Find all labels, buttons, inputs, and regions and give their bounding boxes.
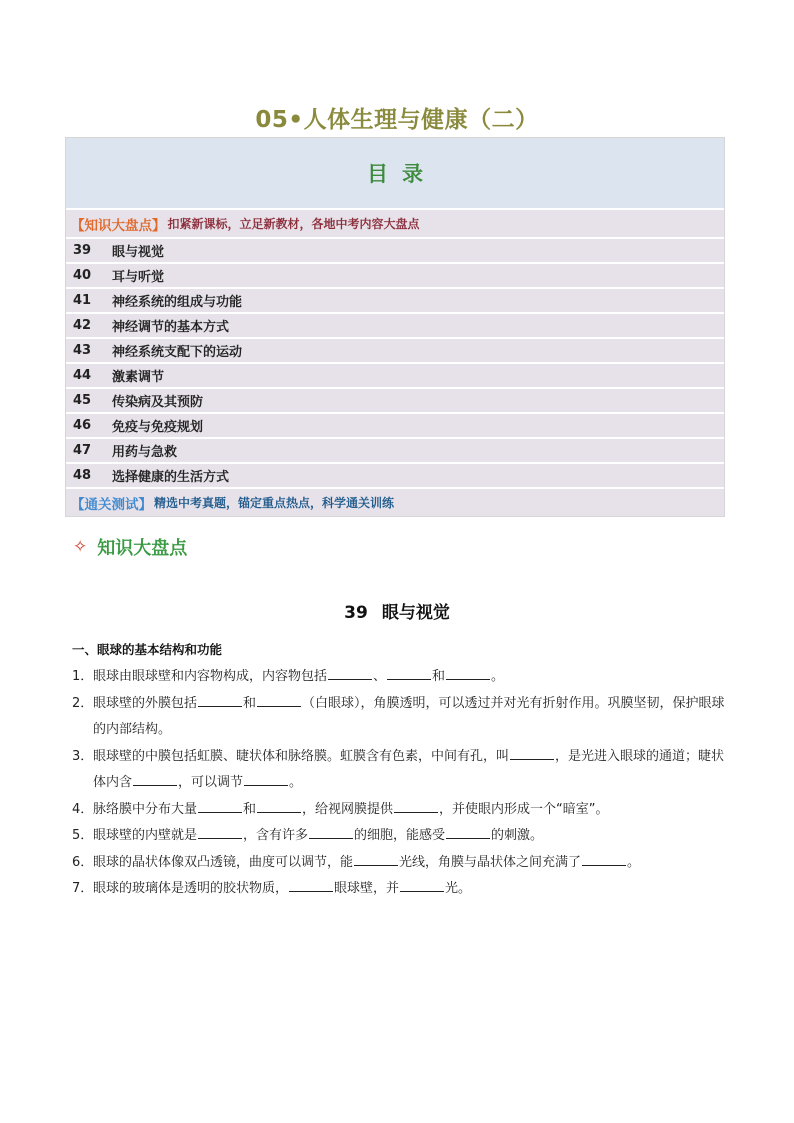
question-item bbox=[72, 876, 737, 903]
toc-item[interactable] bbox=[66, 237, 724, 262]
toc-header: 目录 bbox=[66, 138, 724, 208]
question-text bbox=[93, 823, 737, 850]
toc-item-number: 41 bbox=[73, 293, 92, 308]
toc-item-number: 48 bbox=[73, 468, 92, 483]
question-text-part: 眼球壁，并 bbox=[334, 881, 400, 896]
answer-blank[interactable] bbox=[394, 798, 438, 813]
toc-item-number: 40 bbox=[73, 268, 92, 283]
table-of-contents bbox=[65, 137, 725, 517]
question-number: 5． bbox=[72, 828, 94, 843]
answer-blank[interactable] bbox=[289, 877, 333, 892]
question-text-part: ，给视网膜提供 bbox=[302, 801, 394, 817]
question-list bbox=[72, 664, 737, 903]
document-title: 05•人体生理与健康（二） bbox=[255, 107, 539, 133]
question-number: 3． bbox=[72, 748, 94, 764]
question-text-part: 眼球由眼球壁和内容物构成，内容物包括 bbox=[93, 669, 328, 684]
toc-section-exam[interactable] bbox=[66, 487, 724, 516]
answer-blank[interactable] bbox=[582, 851, 626, 866]
toc-item-label: 传染病及其预防 bbox=[112, 395, 204, 410]
toc-item-number: 43 bbox=[73, 343, 92, 358]
question-item bbox=[72, 850, 737, 877]
question-text-part: 。 bbox=[289, 775, 303, 790]
question-number: 7． bbox=[72, 881, 94, 896]
question-text-part: 眼球的晶状体像双凸透镜，曲度可以调节，能 bbox=[93, 854, 354, 870]
question-text-part: ，并使眼内形成一个“暗室”。 bbox=[439, 801, 609, 817]
toc-item-list bbox=[66, 237, 724, 487]
question-text-part: ，含有许多 bbox=[243, 828, 309, 843]
answer-blank[interactable] bbox=[446, 824, 490, 839]
question-text-part: （白眼球），角膜透明，可以透过并对光有折射作用。巩膜坚韧，保护眼球的内部结构。 bbox=[93, 695, 725, 737]
question-text-part: 眼球壁的外膜包括 bbox=[93, 695, 198, 711]
question-text-part: 眼球的玻璃体是透明的胶状物质， bbox=[93, 881, 289, 896]
question-text-part: 和 bbox=[432, 669, 446, 684]
question-text-part: 、 bbox=[373, 669, 387, 684]
question-text bbox=[93, 797, 737, 824]
section-description: 精选中考真题，锚定重点热点，科学通关训练 bbox=[154, 496, 395, 510]
question-text-part: 眼球壁的中膜包括虹膜、睫状体和脉络膜。虹膜含有色素，中间有孔，叫 bbox=[93, 748, 510, 764]
question-text-part: 光线，角膜与晶状体之间充满了 bbox=[399, 854, 582, 870]
question-item bbox=[72, 691, 737, 744]
answer-blank[interactable] bbox=[387, 665, 431, 680]
toc-item-number: 39 bbox=[73, 243, 92, 258]
question-text-part: ，可以调节 bbox=[178, 775, 244, 790]
answer-blank[interactable] bbox=[198, 798, 242, 813]
question-item bbox=[72, 823, 737, 850]
question-number: 2． bbox=[72, 695, 94, 711]
toc-item[interactable] bbox=[66, 287, 724, 312]
answer-blank[interactable] bbox=[198, 824, 242, 839]
toc-item-label: 耳与听觉 bbox=[112, 270, 165, 285]
toc-item-label: 神经系统支配下的运动 bbox=[112, 345, 243, 360]
question-item bbox=[72, 797, 737, 824]
section-tag: 【知识大盘点】 bbox=[71, 217, 166, 234]
toc-section-knowledge[interactable] bbox=[66, 208, 724, 237]
toc-item[interactable] bbox=[66, 412, 724, 437]
toc-item[interactable] bbox=[66, 312, 724, 337]
toc-item-label: 神经系统的组成与功能 bbox=[112, 295, 243, 310]
answer-blank[interactable] bbox=[257, 798, 301, 813]
lesson-number: 39 bbox=[344, 603, 368, 623]
toc-item-label: 免疫与免疫规划 bbox=[112, 420, 204, 435]
answer-blank[interactable] bbox=[257, 692, 301, 707]
question-item bbox=[72, 664, 737, 691]
question-text-part: 和 bbox=[243, 801, 257, 817]
sparkle-icon: ✧ bbox=[73, 537, 88, 557]
answer-blank[interactable] bbox=[510, 745, 554, 760]
answer-blank[interactable] bbox=[309, 824, 353, 839]
toc-item-label: 神经调节的基本方式 bbox=[112, 320, 230, 335]
question-item bbox=[72, 744, 737, 797]
question-text-part: 和 bbox=[243, 695, 257, 711]
answer-blank[interactable] bbox=[198, 692, 242, 707]
answer-blank[interactable] bbox=[400, 877, 444, 892]
question-text bbox=[93, 876, 737, 903]
toc-item[interactable] bbox=[66, 362, 724, 387]
toc-item-number: 42 bbox=[73, 318, 92, 333]
lesson-name: 眼与视觉 bbox=[381, 603, 450, 623]
section-tag: 【通关测试】 bbox=[71, 496, 152, 513]
answer-blank[interactable] bbox=[446, 665, 490, 680]
lesson-title bbox=[0, 598, 794, 623]
knowledge-section-heading bbox=[73, 534, 187, 560]
question-number: 1． bbox=[72, 669, 94, 684]
toc-item[interactable] bbox=[66, 462, 724, 487]
question-text-part: 。 bbox=[491, 669, 505, 684]
toc-item-label: 眼与视觉 bbox=[112, 245, 165, 260]
toc-item-number: 46 bbox=[73, 418, 92, 433]
section-heading-text: 知识大盘点 bbox=[97, 538, 188, 559]
question-text-part: 光。 bbox=[445, 881, 472, 896]
sub-heading: 一、眼球的基本结构和功能 bbox=[72, 642, 223, 657]
question-text-part: 脉络膜中分布大量 bbox=[93, 801, 198, 817]
question-text-part: ，是光进入眼球的通道；睫状体内含 bbox=[93, 748, 725, 790]
toc-item[interactable] bbox=[66, 262, 724, 287]
answer-blank[interactable] bbox=[354, 851, 398, 866]
toc-item-label: 选择健康的生活方式 bbox=[112, 470, 230, 485]
question-text bbox=[93, 850, 737, 877]
answer-blank[interactable] bbox=[133, 771, 177, 786]
toc-item-label: 激素调节 bbox=[112, 370, 165, 385]
toc-item[interactable] bbox=[66, 337, 724, 362]
question-text bbox=[93, 691, 737, 744]
question-text-part: 的刺激。 bbox=[491, 828, 544, 843]
question-text-part: 。 bbox=[627, 854, 641, 870]
toc-item-label: 用药与急救 bbox=[112, 445, 178, 460]
question-text bbox=[93, 744, 737, 797]
toc-item[interactable] bbox=[66, 437, 724, 462]
answer-blank[interactable] bbox=[328, 665, 372, 680]
question-number: 4． bbox=[72, 801, 94, 817]
question-text-part: 眼球壁的内壁就是 bbox=[93, 828, 198, 843]
toc-item[interactable] bbox=[66, 387, 724, 412]
section-description: 扣紧新课标，立足新教材，各地中考内容大盘点 bbox=[167, 217, 420, 231]
question-text-part: 的细胞，能感受 bbox=[354, 828, 446, 843]
toc-item-number: 45 bbox=[73, 393, 92, 408]
toc-item-number: 44 bbox=[73, 368, 92, 383]
answer-blank[interactable] bbox=[244, 771, 288, 786]
question-number: 6． bbox=[72, 854, 94, 870]
question-text bbox=[93, 664, 737, 691]
toc-item-number: 47 bbox=[73, 443, 92, 458]
